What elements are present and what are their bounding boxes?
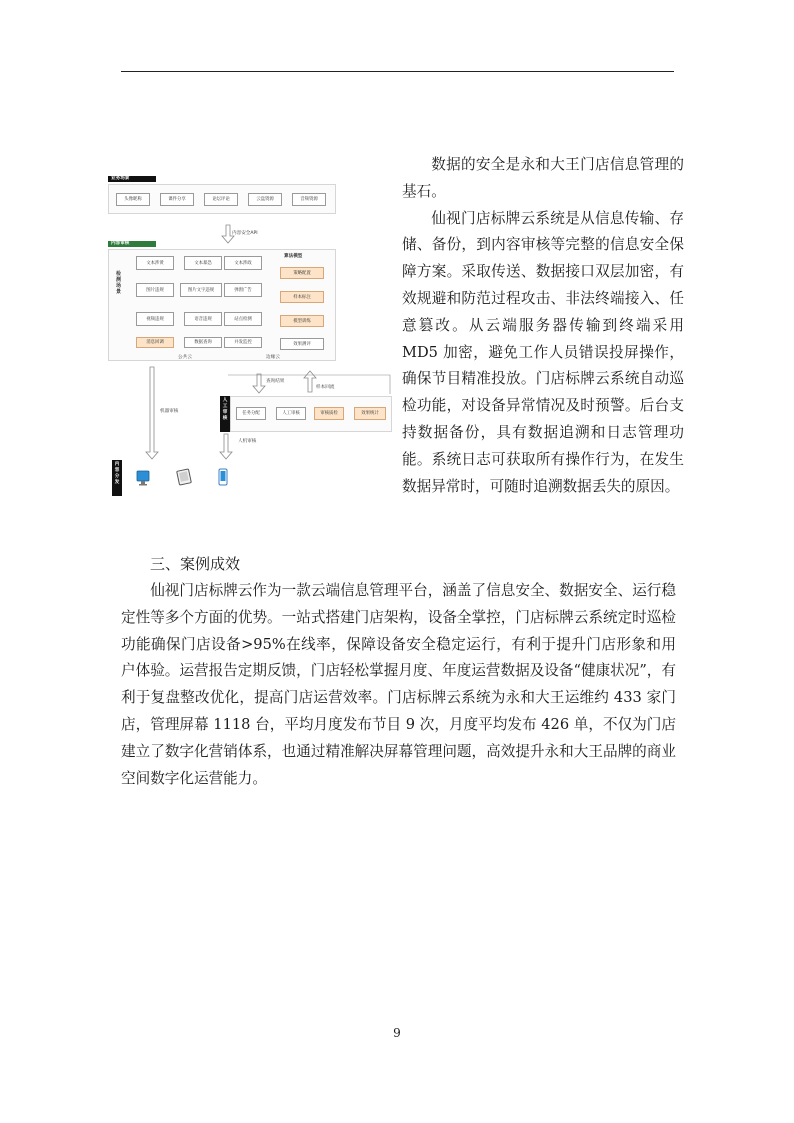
business-item: 音频资源 [292, 193, 326, 206]
detect-item: 文本涉政 [224, 256, 262, 270]
section-heading: 三、案例成效 [150, 555, 241, 573]
algo-item: 模型训练 [280, 315, 324, 327]
detect-item: 文本暴恐 [184, 256, 222, 270]
algo-item: 策略配置 [280, 267, 324, 279]
detection-scenes-label: 检测场景 [115, 271, 121, 295]
manual-orange-item: 审核质检 [314, 407, 344, 420]
detect-orange-item: 消息回调 [136, 337, 174, 348]
detect-item: 文本涉黄 [136, 256, 174, 270]
business-item: 论坛评论 [204, 193, 238, 206]
detect-item: 弹窗广告 [224, 283, 262, 297]
machine-review-label: 机器审核 [160, 409, 179, 414]
sample-return-label: 样本回流 [316, 385, 335, 390]
paragraph: 数据的安全是永和大王门店信息管理的基石。 [402, 156, 684, 200]
right-text-column [402, 152, 684, 500]
content-security-api-label: 内容安全API [232, 231, 258, 236]
detect-item: 语音违规 [184, 312, 222, 326]
edge-cloud-label: 边缘云 [266, 355, 280, 360]
query-result-label: 查询结果 [266, 379, 285, 384]
business-scenes-tag: 业务场景 [108, 176, 156, 182]
detect-item: 站点检测 [224, 312, 262, 326]
detect-item: 数据查询 [184, 337, 222, 348]
manual-item: 任务分配 [236, 407, 266, 420]
algo-item: 效果测评 [280, 338, 324, 350]
diagram-arrows [108, 170, 394, 500]
section-body-paragraph: 仙视门店标牌云作为一款云端信息管理平台，涵盖了信息安全、数据安全、运行稳定性等多个方面的优势。一站式搭建门店架构，设备全掌控，门店标牌云系统定时巡检功能确保门店设备>95%在线率，保障设备安全稳定运行，有利于提升门店形象和用户体验。运营报告定期反馈，门店轻松掌握月度、年度运营数据及设备“健康状况”，有利于复盘整改优化，提高门店运营效率。门店标牌云系统为永和大王运维约 433 家门店，管理屏幕 1118 台，平均月度发布节目 9 次，月度平均发布 426 单，不仅为门店建立了数字化营销体系，也通过精准解决屏幕管理问题，高效提升永和大王品牌的商业空间数字化运营能力。 [121, 582, 676, 787]
detect-item: 并发监控 [224, 337, 262, 348]
detect-item: 图片文字违规 [180, 283, 222, 297]
content-distribution-tag: 内容分发 [112, 460, 122, 496]
manual-orange-item: 效果统计 [354, 407, 386, 420]
content-review-tag: 内容审核 [108, 241, 156, 247]
human-machine-review-label: 人机审核 [238, 439, 257, 444]
algorithm-model-title: 算法模型 [284, 254, 303, 259]
header-rule [121, 71, 674, 72]
manual-item: 人工审核 [276, 407, 306, 420]
public-cloud-label: 公共云 [178, 355, 192, 360]
business-item: 云盘资源 [248, 193, 282, 206]
business-item: 头像昵称 [116, 193, 150, 206]
algo-item: 样本标注 [280, 291, 324, 303]
business-item: 课件分享 [160, 193, 194, 206]
page-number: 9 [393, 1026, 401, 1040]
manual-review-tag: 人工审核 [220, 396, 230, 432]
paragraph: 仙视门店标牌云系统是从信息传输、存储、备份，到内容审核等完整的信息安全保障方案。采取传送、数据接口双层加密，有效规避和防范过程攻击、非法终端接入、任意篡改。从云端服务器传输到终端采用 MD5 加密，避免工作人员错误投屏操作，确保节目精准投放。门店标牌云系统自动巡检功能，对设备异常情况及时预警。后台支持数据备份，具有数据追溯和日志管理功能。系统日志可获取所有操作行为，在发生数据异常时，可随时追溯数据丢失的原因。 [402, 209, 684, 495]
detect-item: 图片违规 [136, 283, 174, 297]
detect-item: 视频违规 [136, 312, 174, 326]
content-security-diagram [108, 170, 394, 500]
